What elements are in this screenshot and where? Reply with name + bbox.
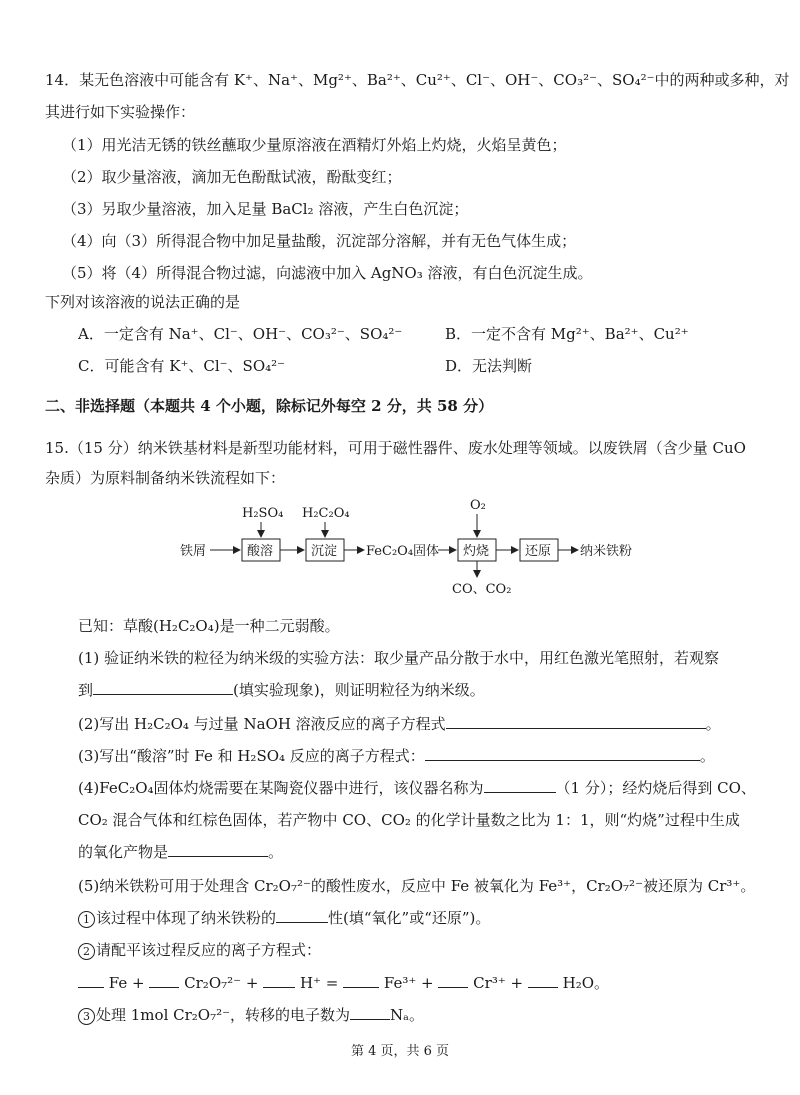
q14-stem-line1: 14．某无色溶液中可能含有 K⁺、Na⁺、Mg²⁺、Ba²⁺、Cu²⁺、Cl⁻、OH⁻、CO₃²⁻、SO₄²⁻中的两种或多种，对 [45, 71, 790, 89]
q14-stem-line2: 其进行如下实验操作： [45, 103, 196, 121]
q15-sub2 [78, 940, 321, 960]
q14-step-4: （4）向（3）所得混合物中加足量盐酸，沉淀部分溶解，并有无色气体生成； [62, 232, 577, 250]
page-footer: 第 4 页，共 6 页 [350, 1044, 450, 1059]
circled-number-2: 2 [78, 943, 95, 960]
q14-step-5: （5）将（4）所得混合物过滤，向滤液中加入 AgNO₃ 溶液，有白色沉淀生成。 [62, 264, 593, 282]
answer-blank-7[interactable] [350, 1005, 390, 1020]
q14-option-a: A．一定含有 Na⁺、Cl⁻、OH⁻、CO₃²⁻、SO₄²⁻ [78, 325, 403, 343]
coef-blank-cr2o7[interactable] [149, 973, 179, 988]
coef-blank-fe3[interactable] [343, 973, 379, 988]
q15-sub1 [78, 908, 490, 928]
q14-step-3: （3）另取少量溶液，加入足量 BaCl₂ 溶液，产生白色沉淀； [62, 200, 469, 218]
eq-term-h2o: H₂O。 [562, 974, 610, 992]
q15-part2 [78, 714, 721, 734]
part3-text-post: 。 [699, 747, 715, 765]
sub1-text-post: 性(填“氧化”或“还原”)。 [328, 909, 491, 927]
answer-blank-6[interactable] [276, 908, 328, 923]
eq-term-fe: Fe + [108, 974, 145, 992]
q15-part4-line2: CO₂ 混合气体和红棕色固体，若产物中 CO、CO₂ 的化学计量数之比为 1：1，则“灼烧”过程中生成 [78, 811, 740, 829]
q14-step-2: （2）取少量溶液，滴加无色酚酞试液，酚酞变红； [62, 168, 402, 186]
flow-box1-label: 酸溶 [247, 544, 274, 559]
eq-term-h: H⁺ = [299, 974, 339, 992]
part4-text-post2: 。 [268, 843, 284, 861]
q14-option-c: C．可能含有 K⁺、Cl⁻、SO₄²⁻ [78, 357, 286, 375]
eq-term-cr3: Cr³⁺ + [473, 974, 524, 992]
q15-part1-line2 [78, 680, 485, 700]
answer-blank-1[interactable] [93, 680, 233, 695]
eq-term-fe3: Fe³⁺ + [383, 974, 434, 992]
process-flow-diagram [180, 495, 660, 603]
flow-product3-label: CO、CO₂ [452, 582, 512, 597]
coef-blank-h[interactable] [263, 973, 295, 988]
q14-step-1: （1）用光洁无锈的铁丝蘸取少量原溶液在酒精灯外焰上灼烧，火焰呈黄色； [62, 136, 567, 154]
q14-question: 下列对该溶液的说法正确的是 [45, 293, 241, 311]
q15-part1-line1: (1) 验证纳米铁的粒径为纳米级的实验方法：取少量产品分散于水中，用红色激光笔照射，若观察 [78, 649, 720, 667]
coef-blank-fe[interactable] [78, 973, 104, 988]
answer-blank-4[interactable] [484, 778, 556, 793]
answer-blank-5[interactable] [168, 842, 268, 857]
coef-blank-cr3[interactable] [438, 973, 468, 988]
section-heading: 二、非选择题（本题共 4 个小题，除标记外每空 2 分，共 58 分） [45, 397, 494, 415]
q15-stem-line1: 15.（15 分）纳米铁基材料是新型功能材料，可用于磁性器件、废水处理等领域。以废铁屑（含少量 CuO [45, 439, 746, 457]
coef-blank-h2o[interactable] [528, 973, 558, 988]
part4-text-pre: (4)FeC₂O₄固体灼烧需要在某陶瓷仪器中进行，该仪器名称为 [78, 779, 484, 797]
flow-end-label: 纳米铁粉 [580, 544, 633, 559]
eq-term-cr2o7: Cr₂O₇²⁻ + [184, 974, 259, 992]
q15-sub3 [78, 1005, 424, 1025]
answer-blank-2[interactable] [446, 714, 706, 729]
flow-reagent3-label: O₂ [470, 498, 486, 513]
part1-text-pre: 到 [78, 681, 94, 699]
part2-text-post: 。 [705, 715, 721, 733]
q15-part4-line1 [78, 778, 756, 798]
answer-blank-3[interactable] [425, 746, 700, 761]
sub2-text: 请配平该过程反应的离子方程式： [96, 941, 322, 959]
part3-text-pre: (3)写出“酸溶”时 Fe 和 H₂SO₄ 反应的离子方程式： [78, 747, 425, 765]
flow-box2-label: 沉淀 [311, 544, 338, 559]
part4-text-post: （1 分）；经灼烧后得到 CO、 [555, 779, 756, 797]
part1-text-post: (填实验现象)，则证明粒径为纳米级。 [233, 681, 485, 699]
part2-text-pre: (2)写出 H₂C₂O₄ 与过量 NaOH 溶液反应的离子方程式 [78, 715, 446, 733]
q14-option-d: D．无法判断 [445, 357, 533, 375]
sub3-text-pre: 处理 1mol Cr₂O₇²⁻，转移的电子数为 [96, 1006, 351, 1024]
circled-number-1: 1 [78, 911, 95, 928]
circled-number-3: 3 [78, 1008, 95, 1025]
q14-option-b: B．一定不含有 Mg²⁺、Ba²⁺、Cu²⁺ [445, 325, 689, 343]
q15-part5: (5)纳米铁粉可用于处理含 Cr₂O₇²⁻的酸性废水，反应中 Fe 被氧化为 Fe³⁺，Cr₂O₇²⁻被还原为 Cr³⁺。 [78, 877, 756, 895]
flow-reagent2-label: H₂C₂O₄ [302, 506, 350, 521]
q15-balance-equation [78, 973, 609, 993]
q15-part4-line3 [78, 842, 283, 862]
sub1-text-pre: 该过程中体现了纳米铁粉的 [96, 909, 277, 927]
q15-part3 [78, 746, 715, 766]
flow-mid-label: FeC₂O₄固体 [366, 544, 440, 559]
flow-box4-label: 还原 [525, 544, 552, 559]
part4-text-pre2: 的氧化产物是 [78, 843, 169, 861]
sub3-text-post: Nₐ。 [390, 1006, 424, 1024]
flow-reagent1-label: H₂SO₄ [242, 506, 284, 521]
flow-start-label: 铁屑 [180, 544, 207, 559]
q15-known: 已知：草酸(H₂C₂O₄)是一种二元弱酸。 [78, 617, 340, 635]
flow-box3-label: 灼烧 [463, 544, 490, 559]
q15-stem-line2: 杂质）为原料制备纳米铁流程如下： [45, 469, 286, 487]
